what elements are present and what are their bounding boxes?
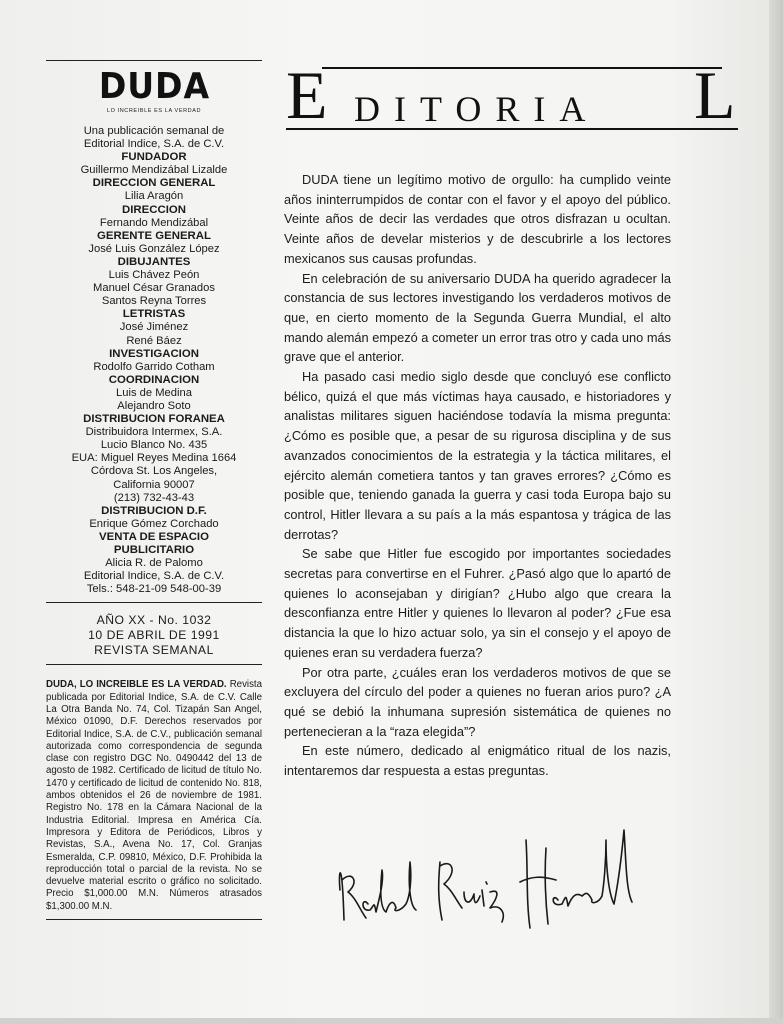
editorial-paragraph: En este número, dedicado al enigmático ritual de los nazis, intentaremos dar respuesta a estas preguntas. [284,743,671,779]
masthead-line: Manuel César Granados [93,282,215,295]
duda-logo [46,68,262,106]
editorial-body [284,170,671,781]
masthead-line: (213) 732-43-43 [113,491,195,504]
masthead-line: Distribuidora Intermex, S.A. [85,426,223,439]
masthead-top-rule [46,60,262,61]
masthead-line: Santos Reyna Torres [101,295,207,308]
masthead-line: Alejandro Soto [117,399,191,412]
masthead-heading: DISTRIBUCION D.F. [101,504,207,517]
masthead-line: Córdova St. Los Angeles, [90,465,218,478]
issue-info [46,609,262,658]
masthead-line: Guillermo Mendizábal Lizalde [80,164,228,177]
heading-letter-e [286,57,328,133]
legal-notice [46,671,262,913]
masthead-line: Tels.: 548-21-09 548-00-39 [86,583,222,596]
masthead-line: Editorial Indice, S.A. de C.V. [83,138,225,151]
heading-last-letter: L [694,57,736,133]
masthead-heading: GERENTE GENERAL [97,229,211,242]
heading-middle [354,88,599,130]
masthead-divider-1 [46,602,262,603]
heading-top-line [322,67,722,69]
logo-tagline: LO INCREIBLE ES LA VERDAD [106,108,202,114]
issue-frequency: REVISTA SEMANAL [94,643,214,658]
signature [330,800,660,935]
masthead-heading: DIRECCION [122,203,186,216]
masthead-line: Luis de Medina [116,386,192,399]
page-edge-shadow [769,0,783,1024]
issue-number: AÑO XX - No. 1032 [96,613,212,628]
masthead-line: EUA: Miguel Reyes Medina 1664 [71,452,237,465]
masthead-heading: FUNDADOR [121,151,187,164]
masthead-line: Fernando Mendizábal [99,216,209,229]
editorial-heading [286,57,738,136]
masthead-line: Editorial Indice, S.A. de C.V. [83,570,225,583]
masthead-column [46,60,262,920]
masthead-line: Una publicación semanal de [83,125,225,137]
legal-title: DUDA, LO INCREIBLE ES LA VERDAD. [46,679,227,691]
editorial-paragraph: Se sabe que Hitler fue escogido por importantes sociedades secretas para convertirse en el Fuhrer. ¿Pasó algo que lo apartó de quienes lo aconsejaban y dirigían? ¿Hubo algo que creara la desconfianza entre Hitler y quienes lo llevaron al poder? ¿Fue esa distancia la que lo hizo actuar solo, ya sin el consejo y el apoyo de quienes eran su verdadera fuerza? [284,546,671,660]
masthead-bottom-rule [46,919,262,920]
logo-wordmark: DUDA [98,66,210,107]
heading-first-letter: E [286,57,328,133]
masthead-line: Lucio Blanco No. 435 [100,439,208,452]
heading-middle-letters: DITORIA [354,89,600,129]
masthead-heading: PUBLICITARIO [113,544,195,556]
masthead-divider-2 [46,664,262,665]
masthead-line: Lilia Aragón [124,190,184,203]
masthead-line: Alicia R. de Palomo [105,557,203,570]
masthead-heading: COORDINACION [108,373,200,386]
page-bottom-edge [0,1018,783,1024]
editorial-paragraph: Por otra parte, ¿cuáles eran los verdaderos motivos de que se excluyera del círculo del poder a quienes no fueran arios puro? ¿A qué se debió la inhumana supresión sistemática de quienes no pertenecieran a la “raza elegida”? [284,664,671,739]
masthead-line: José Luis González López [88,242,220,255]
masthead-line: José Jiménez [119,321,189,334]
masthead-credits [46,125,262,596]
masthead-heading: DIRECCION GENERAL [92,177,216,190]
masthead-line: California 90007 [113,478,195,491]
masthead-heading: DIBUJANTES [117,255,191,268]
issue-date: 10 DE ABRIL DE 1991 [88,628,220,643]
masthead-heading: VENTA DE ESPACIO [99,530,209,543]
masthead-heading: LETRISTAS [122,308,186,321]
legal-text: Revista publicada por Editorial Indice, S.A. de C.V. Calle La Otra Banda No. 74, Col. Tizapán San Angel, México 01090, D.F. Derechos reservados por Editorial Indice, S.A. de C.V., publicación semanal autorizada como correspondencia de segunda clase con registro DGC No. 0490442 del 13 de agosto de 1982. Certificado de licitud de título No. 1470 y certificado de licitud de contenido No. 818, ambos obtenidos el 26 de noviembre de 1981. Registro No. 178 en la Cámara Nacional de la Industria Editorial. Impresa en América Cía. Impresora y Editora de Periódicos, Libros y Revistas, S.A., Avena No. 17, Col. Granjas Esmeralda, C.P. 09810, México, D.F. Prohibida la reproducción total o parcial de la revista. No se devuelve material escrito o gráfico no solicitado. Precio $1,000.00 M.N. Números atrasados $1,300.00 M.N. [46,679,262,912]
editorial-paragraph: DUDA tiene un legítimo motivo de orgullo: ha cumplido veinte años ininterrumpidos de contar con el favor y el apoyo del público. Veinte años de decir las verdades que otros disfrazan u ocultan. Veinte años de develar misterios y de descubrirle a los lectores mexicanos sus causas profundas. [284,172,671,266]
editorial-paragraph: En celebración de su aniversario DUDA ha querido agradecer la constancia de sus lectores investigando los verdaderos motivos de que, en cierto momento de la Segunda Guerra Mundial, el alto mando alemán empezó a cometer un error tras otro y cada uno más grave que el anterior. [284,270,671,365]
heading-letter-l [694,57,736,133]
masthead-line: Enrique Gómez Corchado [89,517,219,530]
masthead-heading: INVESTIGACION [109,347,199,360]
masthead-line: René Báez [126,334,182,347]
masthead-heading: DISTRIBUCION FORANEA [83,413,225,426]
masthead-line: Luis Chávez Peón [108,269,200,282]
editorial-paragraph: Ha pasado casi medio siglo desde que concluyó ese conflicto bélico, quizá el que más víctimas haya causado, e historiadores y analistas militares siguen haciéndose todavía la misma pregunta: ¿Cómo es posible que, a pesar de su rigurosa disciplina y de sus avanzados conocimientos de la estrategia y la táctica militares, el ejército alemán cometiera tantos y tan graves errores? ¿Cómo es posible que, teniendo ganada la guerra y casi toda Europa bajo su control, Hitler llevara a su país a la más espantosa y trágica de las derrotas? [284,369,671,542]
masthead-line: Rodolfo Garrido Cotham [93,360,215,373]
